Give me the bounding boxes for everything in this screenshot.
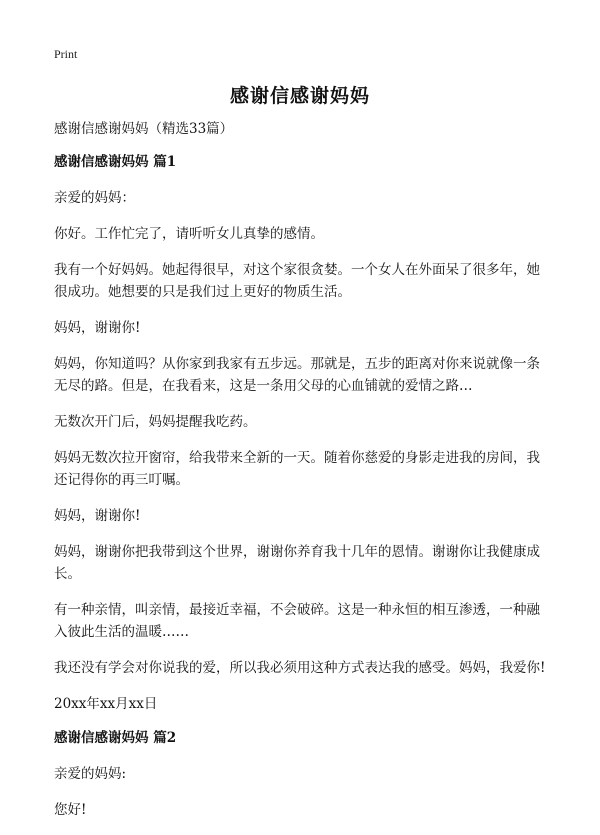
letter-2-greeting: 亲爱的妈妈: <box>54 766 127 782</box>
paragraph: 我还没有学会对你说我的爱，所以我必须用这种方式表达我的感受。妈妈，我爱你! <box>54 660 546 676</box>
paragraph: 你好。工作忙完了，请听听女儿真挚的感情。 <box>54 226 324 242</box>
letter-1-date: 20xx年xx月xx日 <box>54 696 158 712</box>
paragraph: 妈妈，谢谢你! <box>54 320 141 336</box>
paragraph: 无数次开门后，妈妈提醒我吃药。 <box>54 414 257 430</box>
paragraph: 我有一个好妈妈。她起得很早，对这个家很贪婪。一个女人在外面呆了很多年，她很成功。她想要的只是我们过上更好的物质生活。 <box>54 262 540 300</box>
letter-2-heading: 感谢信感谢妈妈 篇2 <box>54 730 177 746</box>
paragraph: 妈妈，谢谢你! <box>54 508 141 524</box>
letter-1-heading: 感谢信感谢妈妈 篇1 <box>54 154 177 170</box>
paragraph: 妈妈，谢谢你把我带到这个世界，谢谢你养育我十几年的恩情。谢谢你让我健康成长。 <box>54 544 540 582</box>
paragraph: 妈妈无数次拉开窗帘，给我带来全新的一天。随着你慈爱的身影走进我的房间，我还记得你的再三叮嘱。 <box>54 450 540 488</box>
paragraph: 有一种亲情，叫亲情，最接近幸福，不会破碎。这是一种永恒的相互渗透，一种融入彼此生活的温暖…… <box>54 602 540 640</box>
page-title: 感谢信感谢妈妈 <box>229 85 370 107</box>
paragraph: 妈妈，你知道吗？从你家到我家有五步远。那就是，五步的距离对你来说就像一条无尽的路。但是，在我看来，这是一条用父母的心血铺就的爱情之路… <box>54 356 540 394</box>
print-link[interactable]: Print <box>54 47 78 61</box>
letter-1-greeting: 亲爱的妈妈： <box>54 190 135 206</box>
paragraph: 您好! <box>54 802 87 818</box>
document-body <box>54 118 550 835</box>
document-subtitle: 感谢信感谢妈妈（精选33篇） <box>54 121 234 137</box>
